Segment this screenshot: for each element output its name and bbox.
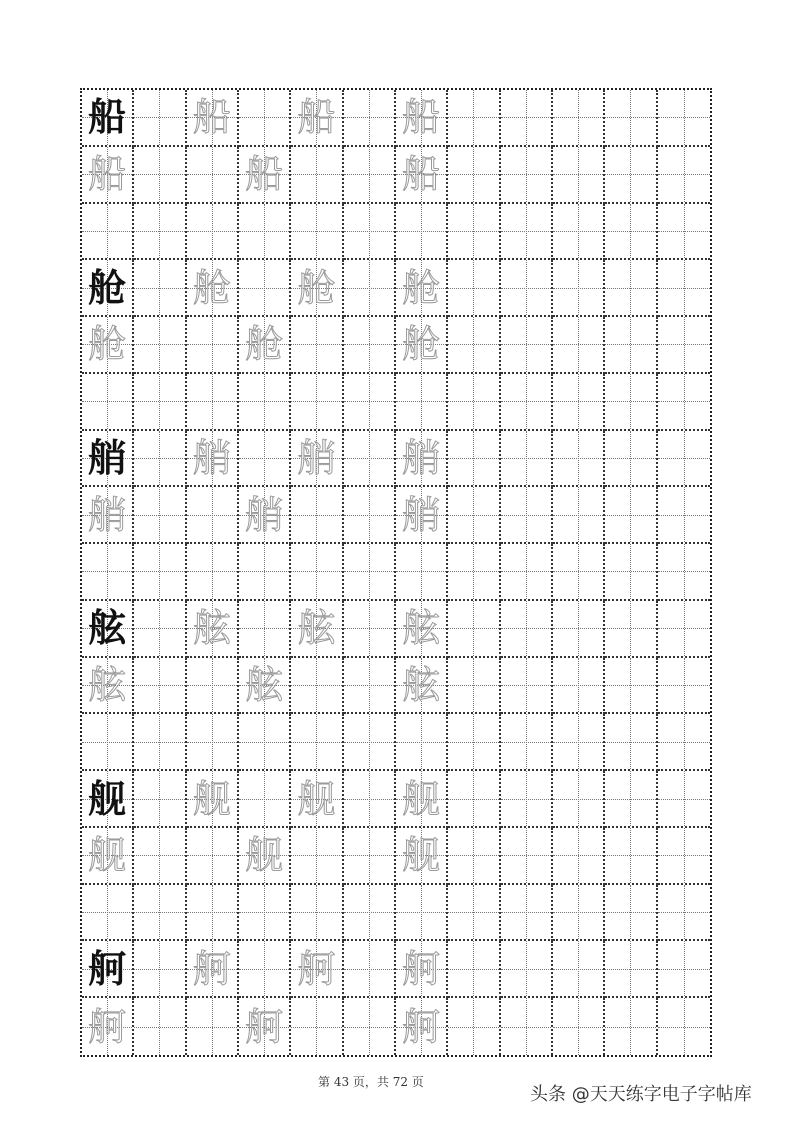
grid-cell — [344, 828, 396, 885]
grid-cell — [448, 828, 500, 885]
grid-cell — [658, 431, 710, 488]
grid-cell — [605, 658, 657, 715]
grid-cell — [344, 998, 396, 1055]
grid-cell — [291, 998, 343, 1055]
grid-cell — [448, 998, 500, 1055]
grid-cell — [291, 941, 343, 998]
grid-cell — [82, 998, 134, 1055]
trace-character: 舷 — [88, 663, 127, 708]
grid-cell — [82, 885, 134, 942]
grid-cell — [605, 374, 657, 431]
grid-cell — [501, 771, 553, 828]
grid-cell — [239, 147, 291, 204]
trace-character: 船 — [402, 95, 441, 140]
grid-cell — [134, 204, 186, 261]
trace-character: 艄 — [297, 435, 336, 480]
trace-character: 舰 — [245, 833, 284, 878]
grid-cell — [239, 601, 291, 658]
grid-cell — [344, 431, 396, 488]
grid-cell — [396, 317, 448, 374]
grid-cell — [448, 260, 500, 317]
grid-cell — [448, 487, 500, 544]
grid-cell — [448, 885, 500, 942]
grid-cell — [396, 941, 448, 998]
grid-cell — [448, 941, 500, 998]
grid-cell — [291, 885, 343, 942]
grid-cell — [396, 260, 448, 317]
trace-character: 舷 — [192, 606, 231, 651]
grid-cell — [187, 544, 239, 601]
trace-character: 舰 — [402, 833, 441, 878]
grid-cell — [605, 601, 657, 658]
grid-cell — [605, 941, 657, 998]
grid-cell — [448, 601, 500, 658]
grid-cell — [396, 828, 448, 885]
page-number-label: 第 43 页，共 72 页 — [318, 1075, 424, 1089]
grid-cell — [187, 658, 239, 715]
trace-character: 艄 — [402, 492, 441, 537]
trace-character: 舸 — [297, 946, 336, 991]
grid-cell — [82, 771, 134, 828]
grid-cell — [239, 885, 291, 942]
trace-character: 舷 — [297, 606, 336, 651]
grid-cell — [658, 90, 710, 147]
grid-cell — [344, 885, 396, 942]
grid-cell — [396, 487, 448, 544]
grid-cell — [187, 885, 239, 942]
grid-cell — [553, 601, 605, 658]
grid-cell — [658, 885, 710, 942]
grid-cell — [553, 90, 605, 147]
grid-cell — [291, 260, 343, 317]
grid-cell — [187, 431, 239, 488]
grid-cell — [396, 658, 448, 715]
grid-cell — [344, 260, 396, 317]
trace-character: 舱 — [297, 265, 336, 310]
grid-cell — [239, 487, 291, 544]
grid-cell — [134, 90, 186, 147]
trace-character: 艄 — [88, 492, 127, 537]
grid-cell — [553, 658, 605, 715]
grid-cell — [501, 714, 553, 771]
grid-cell — [239, 828, 291, 885]
grid-cell — [134, 544, 186, 601]
grid-cell — [291, 828, 343, 885]
grid-cell — [396, 885, 448, 942]
grid-cell — [239, 260, 291, 317]
trace-character: 船 — [402, 152, 441, 197]
grid-cell — [344, 90, 396, 147]
trace-character: 艄 — [192, 435, 231, 480]
grid-cell — [396, 374, 448, 431]
grid-cell — [134, 147, 186, 204]
grid-cell — [344, 771, 396, 828]
grid-cell — [187, 147, 239, 204]
grid-cell — [448, 204, 500, 261]
grid-cell — [82, 828, 134, 885]
model-character: 舱 — [88, 265, 127, 310]
grid-cell — [501, 658, 553, 715]
grid-cell — [605, 317, 657, 374]
grid-cell — [187, 714, 239, 771]
trace-character: 舸 — [402, 946, 441, 991]
grid-cell — [82, 658, 134, 715]
grid-cell — [82, 260, 134, 317]
grid-cell — [553, 828, 605, 885]
grid-cell — [448, 374, 500, 431]
grid-cell — [553, 771, 605, 828]
trace-character: 舸 — [245, 1004, 284, 1049]
grid-cell — [448, 90, 500, 147]
grid-cell — [291, 204, 343, 261]
grid-cell — [239, 771, 291, 828]
grid-cell — [187, 998, 239, 1055]
grid-cell — [396, 544, 448, 601]
grid-cell — [658, 601, 710, 658]
grid-cell — [605, 885, 657, 942]
trace-character: 舷 — [402, 606, 441, 651]
grid-cell — [448, 714, 500, 771]
grid-cell — [605, 431, 657, 488]
grid-cell — [82, 487, 134, 544]
trace-character: 舸 — [402, 1004, 441, 1049]
trace-character: 舰 — [192, 776, 231, 821]
grid-cell — [82, 431, 134, 488]
grid-cell — [658, 544, 710, 601]
grid-cell — [605, 828, 657, 885]
tianzige-practice-grid — [80, 88, 712, 1057]
grid-cell — [239, 374, 291, 431]
trace-character: 舰 — [402, 776, 441, 821]
grid-cell — [553, 544, 605, 601]
grid-cell — [82, 90, 134, 147]
grid-cell — [448, 147, 500, 204]
grid-cell — [553, 431, 605, 488]
grid-cell — [187, 601, 239, 658]
grid-cell — [134, 658, 186, 715]
grid-cell — [239, 714, 291, 771]
trace-character: 舱 — [88, 322, 127, 367]
grid-cell — [134, 260, 186, 317]
grid-cell — [82, 374, 134, 431]
grid-cell — [658, 374, 710, 431]
grid-cell — [396, 998, 448, 1055]
grid-cell — [605, 771, 657, 828]
grid-cell — [396, 431, 448, 488]
grid-cell — [134, 487, 186, 544]
grid-cell — [658, 941, 710, 998]
trace-character: 船 — [192, 95, 231, 140]
grid-cell — [658, 487, 710, 544]
grid-cell — [134, 998, 186, 1055]
grid-cell — [658, 714, 710, 771]
grid-cell — [82, 941, 134, 998]
trace-character: 船 — [297, 95, 336, 140]
grid-cell — [187, 260, 239, 317]
grid-cell — [239, 90, 291, 147]
grid-cell — [187, 90, 239, 147]
grid-cell — [501, 147, 553, 204]
grid-cell — [553, 487, 605, 544]
grid-cell — [291, 771, 343, 828]
grid-cell — [134, 714, 186, 771]
grid-cell — [396, 204, 448, 261]
grid-cell — [396, 601, 448, 658]
grid-cell — [553, 885, 605, 942]
grid-cell — [134, 317, 186, 374]
grid-cell — [658, 317, 710, 374]
grid-cell — [134, 771, 186, 828]
grid-cell — [501, 544, 553, 601]
grid-cell — [448, 317, 500, 374]
grid-cell — [291, 374, 343, 431]
grid-cell — [187, 771, 239, 828]
grid-cell — [82, 317, 134, 374]
trace-character: 船 — [245, 152, 284, 197]
grid-cell — [134, 828, 186, 885]
trace-character: 舸 — [88, 1004, 127, 1049]
grid-cell — [605, 204, 657, 261]
grid-cell — [82, 601, 134, 658]
grid-cell — [344, 374, 396, 431]
grid-cell — [239, 658, 291, 715]
grid-cell — [501, 374, 553, 431]
trace-character: 舷 — [402, 663, 441, 708]
grid-cell — [605, 998, 657, 1055]
grid-cell — [82, 147, 134, 204]
grid-cell — [187, 941, 239, 998]
grid-cell — [501, 601, 553, 658]
grid-cell — [448, 658, 500, 715]
model-character: 舰 — [88, 776, 127, 821]
grid-cell — [553, 714, 605, 771]
grid-cell — [553, 317, 605, 374]
grid-cell — [605, 260, 657, 317]
trace-character: 舰 — [297, 776, 336, 821]
grid-cell — [553, 941, 605, 998]
grid-cell — [605, 147, 657, 204]
grid-cell — [134, 941, 186, 998]
grid-cell — [344, 204, 396, 261]
grid-cell — [239, 204, 291, 261]
grid-cell — [344, 601, 396, 658]
grid-cell — [239, 544, 291, 601]
grid-cell — [658, 204, 710, 261]
trace-character: 舱 — [192, 265, 231, 310]
grid-cell — [501, 90, 553, 147]
grid-cell — [291, 544, 343, 601]
grid-cell — [553, 374, 605, 431]
grid-cell — [187, 204, 239, 261]
grid-cell — [291, 90, 343, 147]
grid-cell — [134, 431, 186, 488]
grid-cell — [605, 714, 657, 771]
grid-cell — [396, 714, 448, 771]
grid-cell — [501, 317, 553, 374]
trace-character: 船 — [88, 152, 127, 197]
grid-cell — [134, 601, 186, 658]
grid-cell — [291, 147, 343, 204]
grid-cell — [501, 431, 553, 488]
grid-cell — [239, 998, 291, 1055]
trace-character: 舱 — [245, 322, 284, 367]
grid-cell — [82, 544, 134, 601]
grid-cell — [396, 771, 448, 828]
grid-cell — [344, 487, 396, 544]
grid-cell — [187, 487, 239, 544]
grid-cell — [344, 147, 396, 204]
trace-character: 艄 — [402, 435, 441, 480]
grid-cell — [501, 885, 553, 942]
grid-cell — [344, 941, 396, 998]
grid-cell — [344, 317, 396, 374]
grid-cell — [344, 714, 396, 771]
grid-cell — [396, 147, 448, 204]
grid-cell — [344, 658, 396, 715]
grid-cell — [501, 204, 553, 261]
grid-cell — [501, 828, 553, 885]
grid-cell — [501, 998, 553, 1055]
model-character: 舷 — [88, 606, 127, 651]
grid-cell — [239, 941, 291, 998]
model-character: 船 — [88, 95, 127, 140]
trace-character: 艄 — [245, 492, 284, 537]
grid-cell — [448, 431, 500, 488]
grid-cell — [553, 260, 605, 317]
grid-cell — [134, 374, 186, 431]
grid-cell — [291, 658, 343, 715]
grid-cell — [501, 487, 553, 544]
grid-cell — [658, 771, 710, 828]
grid-cell — [658, 998, 710, 1055]
trace-character: 舱 — [402, 265, 441, 310]
grid-cell — [82, 714, 134, 771]
model-character: 舸 — [88, 946, 127, 991]
grid-cell — [134, 885, 186, 942]
grid-cell — [658, 828, 710, 885]
grid-cell — [187, 828, 239, 885]
trace-character: 舷 — [245, 663, 284, 708]
model-character: 艄 — [88, 435, 127, 480]
grid-cell — [448, 544, 500, 601]
grid-cell — [501, 941, 553, 998]
grid-cell — [291, 431, 343, 488]
grid-cell — [187, 317, 239, 374]
grid-cell — [658, 147, 710, 204]
grid-cell — [448, 771, 500, 828]
grid-cell — [396, 90, 448, 147]
grid-cell — [291, 317, 343, 374]
grid-cell — [553, 147, 605, 204]
grid-cell — [187, 374, 239, 431]
grid-cell — [82, 204, 134, 261]
watermark-text: 头条 @天天练字电子字帖库 — [530, 1084, 752, 1105]
grid-cell — [553, 998, 605, 1055]
trace-character: 舰 — [88, 833, 127, 878]
grid-cell — [605, 487, 657, 544]
trace-character: 舱 — [402, 322, 441, 367]
grid-cell — [239, 431, 291, 488]
grid-cell — [658, 260, 710, 317]
grid-cell — [553, 204, 605, 261]
grid-cell — [605, 544, 657, 601]
grid-cell — [291, 601, 343, 658]
grid-cell — [605, 90, 657, 147]
grid-cell — [344, 544, 396, 601]
grid-cell — [501, 260, 553, 317]
grid-cell — [291, 487, 343, 544]
grid-cell — [291, 714, 343, 771]
trace-character: 舸 — [192, 946, 231, 991]
grid-cell — [239, 317, 291, 374]
grid-cell — [658, 658, 710, 715]
